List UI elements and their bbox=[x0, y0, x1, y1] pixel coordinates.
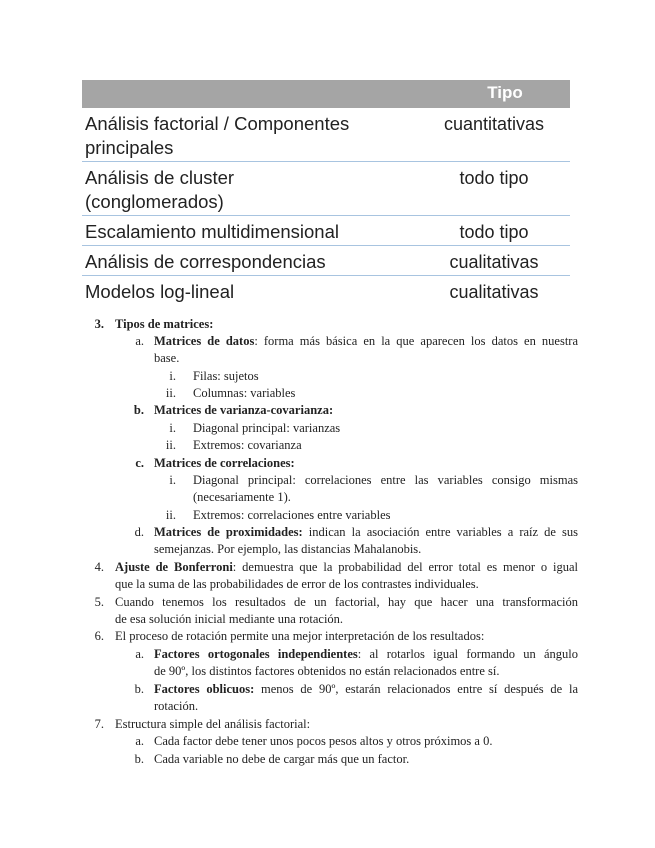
table-row bbox=[82, 276, 570, 305]
item-text: : al rotarlos igual formando un ángulo bbox=[357, 647, 578, 661]
item-text: (necesariamente 1). bbox=[193, 490, 291, 504]
list-marker: ii. bbox=[165, 386, 176, 400]
list-item: Estructura simple del análisis factorial: bbox=[115, 717, 311, 731]
type-cell: todo tipo bbox=[459, 222, 529, 242]
list-marker: i. bbox=[169, 421, 176, 435]
item-text: : forma más básica en la que aparecen los datos en nuestra bbox=[254, 334, 578, 348]
list-item bbox=[154, 524, 578, 540]
list-marker: i. bbox=[169, 473, 176, 487]
list-item: Cuando tenemos los resultados de un factorial, hay que hacer una transformación bbox=[115, 595, 578, 609]
list-marker: a. bbox=[135, 734, 144, 748]
list-number: 5. bbox=[94, 595, 104, 609]
table-row bbox=[82, 216, 570, 246]
item-text: semejanzas. Por ejemplo, las distancias Mahalanobis. bbox=[154, 542, 422, 556]
list-marker: a. bbox=[135, 647, 144, 661]
list-item: Diagonal principal: correlaciones entre las variables consigo mismas bbox=[193, 473, 578, 487]
list-item bbox=[115, 559, 578, 575]
list-item: Extremos: covarianza bbox=[193, 438, 302, 452]
list-marker: ii. bbox=[165, 508, 176, 522]
list-number: 6. bbox=[94, 629, 104, 643]
list-item: Cada variable no debe de cargar más que un factor. bbox=[154, 752, 410, 766]
list-marker: ii. bbox=[165, 438, 176, 452]
technique-cell: Análisis de correspondencias bbox=[85, 251, 326, 272]
type-cell: cuantitativas bbox=[443, 114, 545, 134]
list-marker: i. bbox=[169, 369, 176, 383]
list-number: 3. bbox=[94, 317, 104, 331]
type-cell: todo tipo bbox=[459, 168, 529, 188]
methods-table bbox=[82, 80, 570, 305]
item-text: de 90º, los distintos factores obtenidos no están relacionados entre sí. bbox=[154, 664, 500, 678]
section-title: Tipos de matrices: bbox=[115, 317, 214, 331]
list-marker: b. bbox=[133, 403, 144, 417]
list-item bbox=[154, 646, 578, 662]
technique-cell: Escalamiento multidimensional bbox=[85, 221, 339, 242]
type-cell: cualitativas bbox=[449, 252, 539, 272]
header-tipo: Tipo bbox=[487, 83, 523, 102]
item-text: : demuestra que la probabilidad del error total es menor o igual bbox=[232, 560, 579, 574]
list-marker: b. bbox=[134, 682, 144, 696]
item-term: Matrices de datos bbox=[154, 334, 255, 348]
item-text: indican la asociación entre variables a raíz de sus bbox=[302, 525, 578, 539]
list-marker: a. bbox=[135, 334, 144, 348]
list-item bbox=[154, 681, 578, 697]
item-text: base. bbox=[154, 351, 180, 365]
technique-cell: Modelos log-lineal bbox=[85, 281, 235, 302]
list-item: Filas: sujetos bbox=[193, 369, 259, 383]
list-item: Cada factor debe tener unos pocos pesos altos y otros próximos a 0. bbox=[154, 734, 493, 748]
list-marker: c. bbox=[135, 456, 144, 470]
list-marker: d. bbox=[134, 525, 144, 539]
list-number: 7. bbox=[94, 717, 104, 731]
table-row bbox=[82, 108, 570, 162]
list-item: Extremos: correlaciones entre variables bbox=[193, 508, 391, 522]
type-cell: cualitativas bbox=[449, 282, 539, 302]
item-term: Factores oblicuos: bbox=[154, 682, 255, 696]
list-item: El proceso de rotación permite una mejor interpretación de los resultados: bbox=[115, 629, 485, 643]
item-term: Matrices de proximidades: bbox=[154, 525, 303, 539]
list-item: Matrices de correlaciones: bbox=[154, 456, 295, 470]
table-header bbox=[82, 80, 570, 108]
item-text: rotación. bbox=[154, 699, 199, 713]
table-row bbox=[82, 162, 570, 216]
table-row bbox=[82, 246, 570, 276]
item-term: Factores ortogonales independientes bbox=[154, 647, 358, 661]
list-item bbox=[154, 333, 578, 349]
item-text: que la suma de las probabilidades de error de los contrastes individuales. bbox=[115, 577, 479, 591]
item-term: Ajuste de Bonferroni bbox=[115, 560, 233, 574]
item-text: menos de 90º, estarán relacionados entre sí después de la bbox=[254, 682, 578, 696]
list-item: Columnas: variables bbox=[193, 386, 296, 400]
item-text: de esa solución inicial mediante una rotación. bbox=[115, 612, 344, 626]
list-item: Diagonal principal: varianzas bbox=[193, 421, 341, 435]
technique-cell: Análisis factorial / Componentes principales bbox=[85, 113, 350, 158]
list-item: Matrices de varianza-covarianza: bbox=[154, 403, 334, 417]
list-marker: b. bbox=[134, 752, 144, 766]
list-number: 4. bbox=[94, 560, 104, 574]
technique-cell: Análisis de cluster (conglomerados) bbox=[85, 167, 235, 212]
